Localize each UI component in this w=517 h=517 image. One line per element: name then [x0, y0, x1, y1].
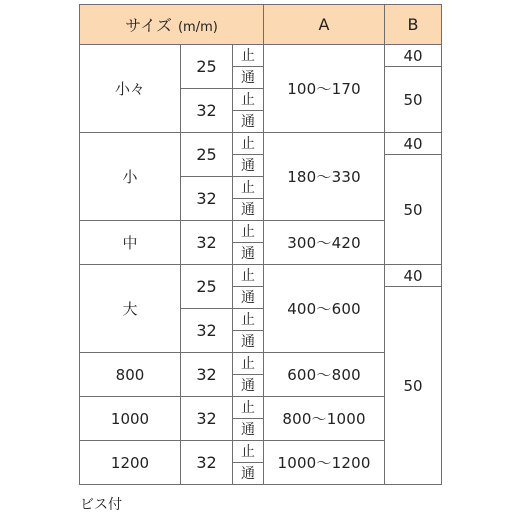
through-label: 通 [233, 111, 264, 133]
stop-label: 止 [233, 133, 264, 155]
spec-table [79, 4, 442, 485]
table-row [80, 133, 442, 155]
header-size-label: サイズ [125, 16, 172, 35]
b-value-cell: 40 [385, 265, 442, 287]
through-label: 通 [233, 243, 264, 265]
diameter-cell: 32 [181, 441, 233, 485]
stop-label: 止 [233, 353, 264, 375]
header-b: B [385, 5, 442, 45]
through-label: 通 [233, 287, 264, 309]
caption-note: ビス付 [80, 497, 122, 513]
through-label: 通 [233, 463, 264, 485]
diameter-cell: 25 [181, 45, 233, 89]
a-range-cell: 100～170 [264, 45, 385, 133]
b-value-cell: 40 [385, 133, 442, 155]
a-range-cell: 600～800 [264, 353, 385, 397]
header-unit: (m/m) [177, 20, 218, 35]
diameter-cell: 32 [181, 397, 233, 441]
stop-label: 止 [233, 221, 264, 243]
size-cell: 1200 [80, 441, 181, 485]
spec-table-container [79, 4, 442, 485]
table-row [80, 45, 442, 67]
diameter-cell: 25 [181, 265, 233, 309]
diameter-cell: 32 [181, 177, 233, 221]
size-cell: 小々 [80, 45, 181, 133]
a-range-cell: 800～1000 [264, 397, 385, 441]
diameter-cell: 32 [181, 353, 233, 397]
header-row [80, 5, 442, 45]
stop-label: 止 [233, 45, 264, 67]
diameter-cell: 32 [181, 221, 233, 265]
through-label: 通 [233, 155, 264, 177]
stop-label: 止 [233, 397, 264, 419]
size-cell: 800 [80, 353, 181, 397]
table-row [80, 265, 442, 287]
b-value-cell: 40 [385, 45, 442, 67]
size-cell: 大 [80, 265, 181, 353]
stop-label: 止 [233, 89, 264, 111]
a-range-cell: 1000～1200 [264, 441, 385, 485]
stop-label: 止 [233, 177, 264, 199]
header-a: A [264, 5, 385, 45]
diameter-cell: 25 [181, 133, 233, 177]
a-range-cell: 400～600 [264, 265, 385, 353]
size-cell: 1000 [80, 397, 181, 441]
through-label: 通 [233, 199, 264, 221]
stop-label: 止 [233, 309, 264, 331]
b-value-cell: 50 [385, 287, 442, 485]
a-range-cell: 180～330 [264, 133, 385, 221]
b-value-cell: 50 [385, 67, 442, 133]
stop-label: 止 [233, 265, 264, 287]
diameter-cell: 32 [181, 309, 233, 353]
diameter-cell: 32 [181, 89, 233, 133]
size-cell: 小 [80, 133, 181, 221]
stop-label: 止 [233, 441, 264, 463]
through-label: 通 [233, 375, 264, 397]
b-value-cell: 50 [385, 155, 442, 265]
a-range-cell: 300～420 [264, 221, 385, 265]
through-label: 通 [233, 67, 264, 89]
through-label: 通 [233, 419, 264, 441]
size-cell: 中 [80, 221, 181, 265]
through-label: 通 [233, 331, 264, 353]
header-size [80, 5, 264, 45]
